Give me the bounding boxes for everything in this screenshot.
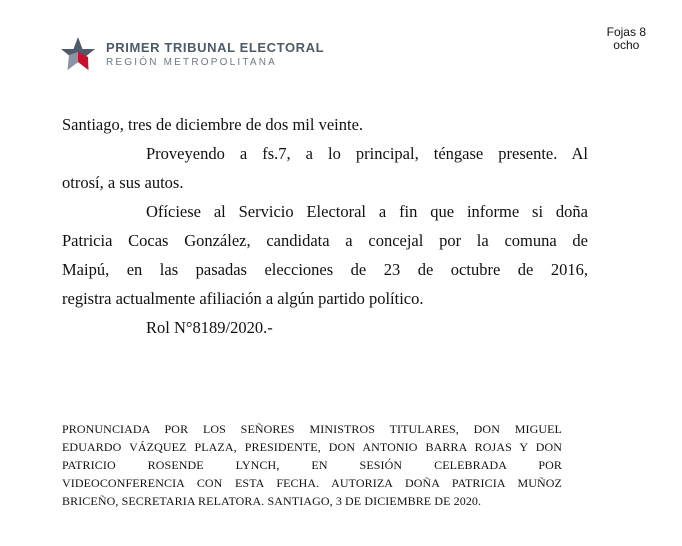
case-number: Rol N°8189/2020.- [146,318,273,337]
signature-line: BRICEÑO, SECRETARIA RELATORA. SANTIAGO, 3 DE DICIEMBRE DE 2020. [62,494,482,508]
organization-name: PRIMER TRIBUNAL ELECTORAL [106,40,325,55]
resolution-line: otrosí, a sus autos. [62,173,184,192]
folio-number [607,26,646,52]
resolution-line: Proveyendo a fs.7, a lo principal, téngase presente. Al [146,144,588,163]
resolution-line: Maipú, en las pasadas elecciones de 23 de octubre de 2016, [62,260,588,279]
resolution-line: registra actualmente afiliación a algún partido político. [62,289,424,308]
folio-line-2: ocho [613,38,640,52]
star-icon [60,36,96,72]
signature-line: EDUARDO VÁZQUEZ PLAZA, PRESIDENTE, DON ANTONIO BARRA ROJAS Y DON [62,440,562,454]
signature-block [62,420,562,510]
signature-line: VIDEOCONFERENCIA CON ESTA FECHA. AUTORIZA DOÑA PATRICIA MUÑOZ [62,476,562,490]
letterhead [60,36,324,72]
resolution-line: Ofíciese al Servicio Electoral a fin que informe si doña [146,202,588,221]
organization-region: REGIÓN METROPOLITANA [106,57,278,68]
organization [106,40,324,68]
folio-line-1: Fojas 8 [606,25,646,39]
resolution-line: Santiago, tres de diciembre de dos mil veinte. [62,115,364,134]
signature-line: PATRICIO ROSENDE LYNCH, EN SESIÓN CELEBRADA POR [62,458,562,472]
signature-line: PRONUNCIADA POR LOS SEÑORES MINISTROS TITULARES, DON MIGUEL [62,422,562,436]
resolution-text [62,110,588,342]
resolution-line: Patricia Cocas González, candidata a concejal por la comuna de [62,231,588,250]
